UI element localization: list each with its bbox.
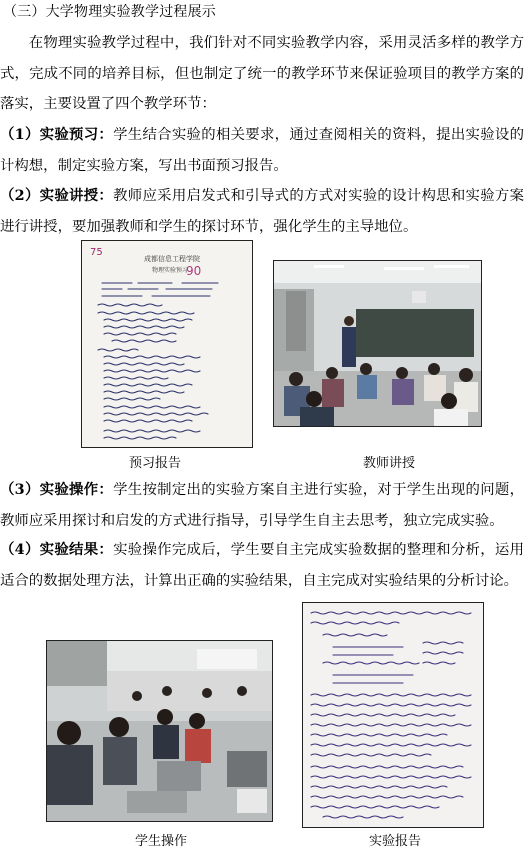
preview-report-image — [81, 240, 253, 448]
step-preview — [0, 120, 524, 181]
step-preview-label: （1）实验预习： — [0, 126, 114, 143]
lecture-photo — [273, 260, 482, 427]
step-operation-text: 学生按制定出的实验方案自主进行实验，对于学生出现的问题，教师应采用探讨和启发的方式进行指导，引导学生自主去思考，独立完成实验。 — [0, 482, 524, 529]
lecture-caption: 教师讲授 — [363, 456, 416, 471]
step-lecture-label: （2）实验讲授： — [0, 187, 114, 204]
lab-operation-drawing — [47, 641, 272, 821]
step-preview-text: 学生结合实验的相关要求，通过查阅相关的资料，提出实验设的计构想，制定实验方案，写出书面预习报告。 — [0, 127, 524, 174]
preview-doc-title: 物理实验预习 — [152, 267, 189, 274]
experiment-report-image — [302, 602, 484, 828]
operation-caption: 学生操作 — [135, 834, 188, 849]
step-lecture — [0, 181, 524, 242]
preview-caption: 预习报告 — [129, 456, 182, 471]
preview-score-mark: 90 — [186, 264, 202, 278]
operation-photo — [46, 640, 273, 822]
step-result — [0, 535, 524, 596]
preview-school-name: 成都信息工程学院 — [144, 255, 200, 263]
intro-paragraph: 在物理实验教学过程中，我们针对不同实验教学内容，采用灵活多样的教学方式，完成不同的培养目标，但也制定了统一的教学环节来保证验项目的教学方案的落实，主要设置了四个教学环节： — [0, 35, 524, 112]
step-lecture-text: 教师应采用启发式和引导式的方式对实验的设计构思和实验方案进行讲授，要加强教师和学生的探讨环节，强化学生的主导地位。 — [0, 188, 524, 235]
classroom-lecture-drawing — [274, 261, 481, 426]
report-caption: 实验报告 — [369, 834, 422, 849]
step-operation-label: （3）实验操作： — [0, 481, 114, 498]
preview-corner-mark: 75 — [90, 247, 103, 258]
step-result-text: 实验操作完成后，学生要自主完成实验数据的整理和分析，运用适合的数据处理方法，计算出正确的实验结果，自主完成对实验结果的分析讨论。 — [0, 542, 524, 589]
step-result-label: （4）实验结果： — [0, 541, 114, 558]
handwritten-result-drawing — [303, 603, 483, 827]
step-operation — [0, 475, 524, 536]
section-heading: （三）大学物理实验教学过程展示 — [3, 4, 216, 20]
handwritten-report-drawing — [82, 241, 252, 447]
